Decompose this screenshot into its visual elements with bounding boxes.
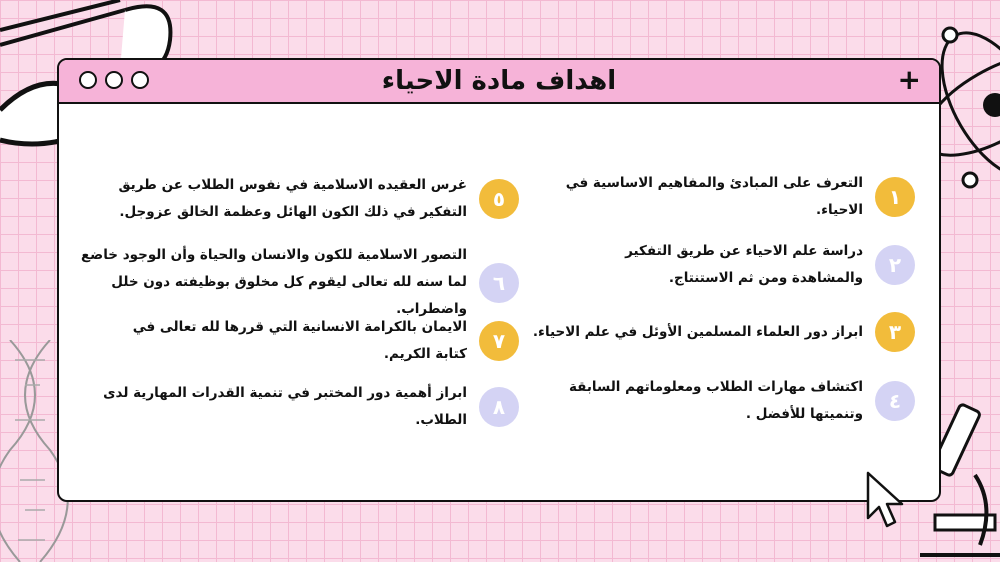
goal-number-badge: ٣ [875,312,915,352]
goal-text: غرس العقيده الاسلامية في نفوس الطلاب عن طريق التفكير في ذلك الكون الهائل وعظمة الخالق عزوجل. [118,177,467,220]
slide-title: اهداف مادة الاحياء [381,66,617,96]
goal-number-badge: ٤ [875,381,915,421]
goal-item-7 [99,314,519,368]
goal-number-badge: ٥ [479,179,519,219]
goal-text: ابراز دور العلماء المسلمين الأوئل في علم الاحياء. [532,323,863,340]
goal-item-1 [555,170,915,224]
goal-text: ابراز أهمية دور المختبر في تنمية القدرات المهارية لدى الطلاب. [103,385,467,428]
goal-text: التصور الاسلامية للكون والانسان والحياة وأن الوجود خاضع لما سنه لله تعالى ليقوم كل مخلوق بوظيفته دون خلل واضطراب. [80,247,467,317]
goal-item-5 [99,172,519,226]
goal-item-2 [555,238,915,292]
goal-item-8 [99,380,519,434]
goal-text: اكتشاف مهارات الطلاب ومعلوماتهم السابقة وتنميتها للأفضل . [568,379,863,422]
goal-number-badge: ٢ [875,245,915,285]
goal-number-badge: ٦ [479,263,519,303]
goal-item-3 [515,312,915,352]
title-bar [59,60,939,104]
goal-text: دراسة علم الاحياء عن طريق التفكير والمشاهدة ومن ثم الاستنتاج. [625,243,863,286]
goal-number-badge: ١ [875,177,915,217]
goal-item-6 [69,242,519,323]
plus-icon: + [897,63,921,96]
slide-window [57,58,941,502]
goal-text: التعرف على المبادئ والمفاهيم الاساسية في الاحياء. [565,175,863,218]
goal-number-badge: ٨ [479,387,519,427]
goal-text: الايمان بالكرامة الانسانية التي قررها لله تعالى في كتابة الكريم. [132,319,467,362]
goal-item-4 [555,374,915,428]
goal-number-badge: ٧ [479,321,519,361]
